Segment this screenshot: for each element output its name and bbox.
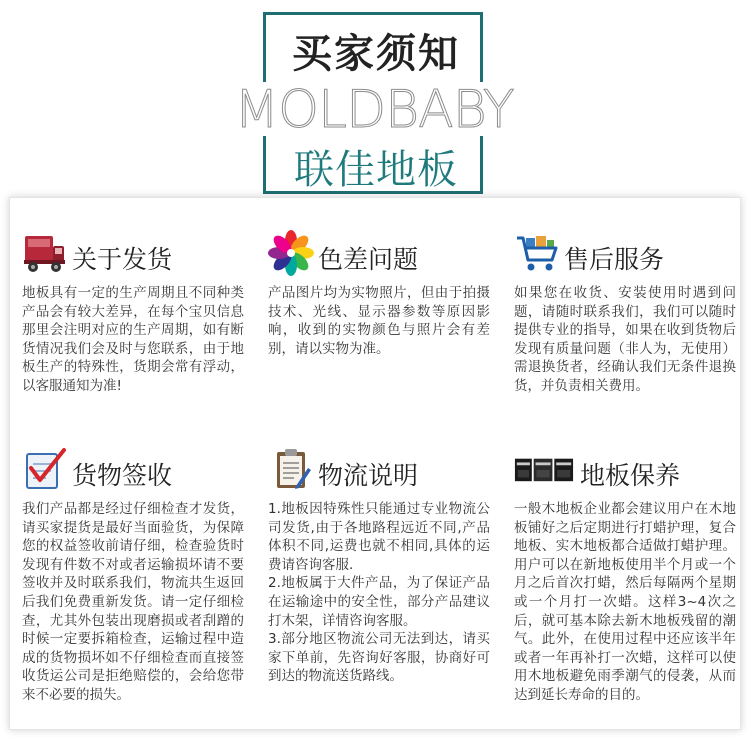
card-title: 售后服务 bbox=[564, 245, 665, 274]
page-title: 买家须知 bbox=[292, 31, 460, 77]
card-logistics bbox=[268, 446, 490, 686]
card-shipping bbox=[22, 230, 244, 396]
store-name: 联佳地板 bbox=[294, 147, 458, 193]
clipboard-icon bbox=[268, 446, 314, 492]
card-title: 关于发货 bbox=[72, 245, 173, 274]
card-text: 我们产品都是经过仔细检查才发货，请买家提货是最好当面验货，为保障您的权益签收前请仔细，检查验货时发现有件数不对或者运输损坏请不要签收并及时联系我们，物流共生返回后我们免费重新发货。请一定仔细检查，尤其外包装出现磨损或者刮蹭的时候一定要拆箱检查，运输过程中造成的货物损坏如不仔细检查而直接签收货运公司是拒绝赔偿的，会给您带来不必要的损失。 bbox=[22, 501, 244, 703]
brand-name: MOLDBABY bbox=[234, 80, 514, 140]
notice-panel bbox=[9, 197, 741, 730]
card-after-sales bbox=[514, 230, 736, 396]
card-floor-maintenance bbox=[514, 446, 736, 705]
card-goods-receipt bbox=[22, 446, 244, 705]
card-title: 货物签收 bbox=[72, 461, 173, 490]
card-text: 一般木地板企业都会建议用户在木地板铺好之后定期进行打蜡护理，复合地板、实木地板都合适做打蜡护理。用户可以在新地板使用半个月或一个月之后首次打蜡，然后每隔两个星期或一个月打一次蜡。这样3~4次之后，就可基本除去新木地板残留的潮气。此外，在使用过程中还应该半年或者一年再补打一次蜡，这样可以使用木地板避免雨季潮气的侵袭，从而达到延长寿命的目的。 bbox=[514, 501, 736, 703]
delivery-truck-icon bbox=[22, 230, 68, 276]
card-text: 1.地板因特殊性只能通过专业物流公司发货,由于各地路程远近不同,产品体积不同,运费也就不相同,具体的运费请咨询客服. 2.地板属于大件产品，为了保证产品在运输途中的安全性，部分产品建议打木架，详情咨询客服。 3.部分地区物流公司无法到达，请买家下单前，先咨询好客服，协商好可到达的物流送货路线。 bbox=[268, 501, 490, 685]
card-title: 地板保养 bbox=[580, 461, 681, 490]
card-text: 地板具有一定的生产周期且不同种类产品会有较大差异，在每个宝贝信息那里会注明对应的生产周期，如有断货情况我们会及时与您联系，由于地板生产的特殊性，货期会常有浮动，以客服通知为准! bbox=[22, 285, 244, 394]
card-text: 产品图片均为实物照片，但由于拍摄技术、光线、显示器参数等原因影响，收到的实物颜色与照片会有差别，请以实物为准。 bbox=[268, 285, 490, 357]
card-text: 如果您在收货、安装使用时遇到问题，请随时联系我们，我们可以随时提供专业的指导，如果在收到货物后发现有质量问题（非人为，无使用）需退换货者，经确认我们无条件退换货，并负责相关费用。 bbox=[514, 285, 736, 394]
color-wheel-icon bbox=[268, 230, 314, 276]
card-color-difference bbox=[268, 230, 490, 358]
card-title: 色差问题 bbox=[318, 245, 419, 274]
shopping-cart-icon bbox=[514, 230, 560, 276]
card-title: 物流说明 bbox=[318, 461, 419, 490]
header bbox=[0, 0, 750, 200]
floor-samples-icon bbox=[514, 446, 574, 492]
checklist-icon bbox=[22, 446, 68, 492]
